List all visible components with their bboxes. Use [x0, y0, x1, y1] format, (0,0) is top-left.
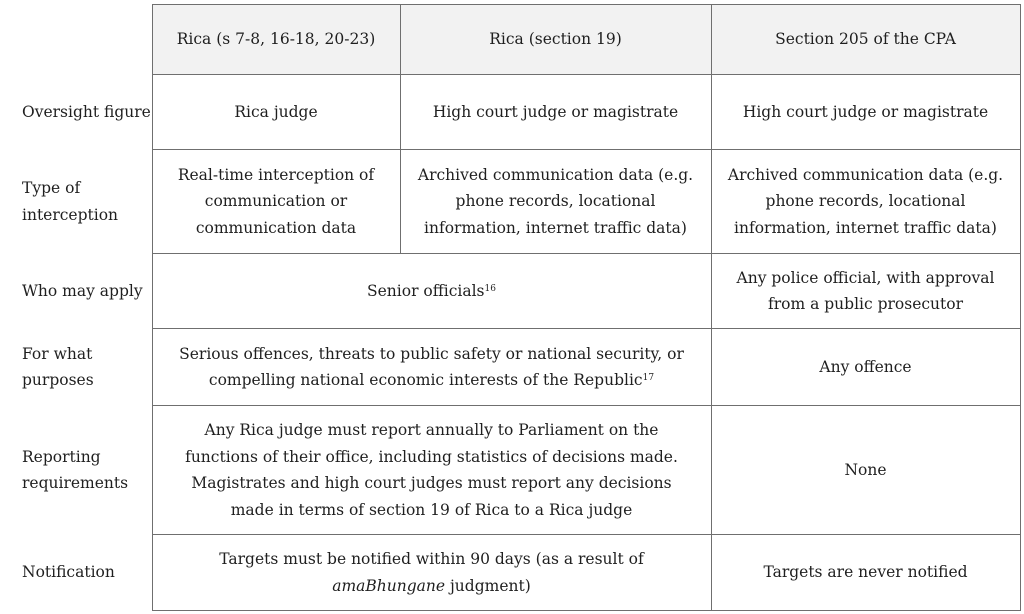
row-oversight-figure — [0, 75, 1020, 150]
cell-reporting-rica: Any Rica judge must report annually to Parliament on the functions of their office, including statistics of decisions made. Magistrates and high court judges must report any decisions made in terms of section 19 of Rica to a Rica judge — [152, 406, 711, 535]
notification-rica-judgment-name: amaBhungane — [332, 576, 446, 595]
column-header-rica-7-23: Rica (s 7-8, 16-18, 20-23) — [152, 5, 400, 75]
cell-reporting-cpa-205: None — [711, 406, 1020, 535]
cell-applicant-rica — [152, 254, 711, 329]
notification-rica-text-start: Targets must be notified within 90 days (as a result of — [219, 550, 644, 568]
cell-applicant-cpa-205: Any police official, with approval from a public prosecutor — [711, 254, 1020, 329]
cell-purposes-rica — [152, 329, 711, 406]
interception-comparison-table — [0, 4, 1021, 611]
column-header-cpa-205: Section 205 of the CPA — [711, 5, 1020, 75]
column-header-rica-19: Rica (section 19) — [400, 5, 711, 75]
cell-interception-rica-19: Archived communication data (e.g. phone records, locational information, internet traffic data) — [400, 150, 711, 254]
row-who-may-apply — [0, 254, 1020, 329]
row-label-for-what-purposes: For what purposes — [22, 344, 94, 389]
applicant-rica-text: Senior officials — [367, 281, 485, 300]
cell-oversight-rica-19: High court judge or magistrate — [400, 75, 711, 150]
footnote-marker-17: 17 — [642, 373, 655, 383]
header-row — [0, 5, 1020, 75]
footnote-marker-16: 16 — [484, 283, 496, 294]
corner-cell — [0, 5, 152, 75]
cell-interception-cpa-205: Archived communication data (e.g. phone records, locational information, internet traffic data) — [711, 150, 1020, 254]
cell-purposes-cpa-205: Any offence — [711, 329, 1020, 406]
notification-rica-text-end: judgment) — [450, 576, 531, 595]
row-label-who-may-apply: Who may apply — [22, 281, 143, 300]
cell-oversight-rica-7-23: Rica judge — [152, 75, 400, 150]
cell-notification-rica — [152, 535, 711, 611]
row-type-of-interception — [0, 150, 1020, 254]
row-label-notification: Notification — [22, 563, 115, 582]
cell-oversight-cpa-205: High court judge or magistrate — [711, 75, 1020, 150]
row-label-reporting-requirements: Reporting requirements — [22, 447, 129, 492]
cell-notification-cpa-205: Targets are never notified — [711, 535, 1020, 611]
row-reporting-requirements — [0, 406, 1020, 535]
cell-interception-rica-7-23: Real-time interception of communication or communication data — [152, 150, 400, 254]
row-for-what-purposes — [0, 329, 1020, 406]
purposes-rica-text: Serious offences, threats to public safety or national security, or compelling national economic interests of the Republic — [179, 344, 684, 389]
row-label-type-of-interception: Type of interception — [22, 179, 119, 224]
row-notification — [0, 535, 1020, 611]
row-label-oversight-figure: Oversight figure — [22, 102, 151, 121]
